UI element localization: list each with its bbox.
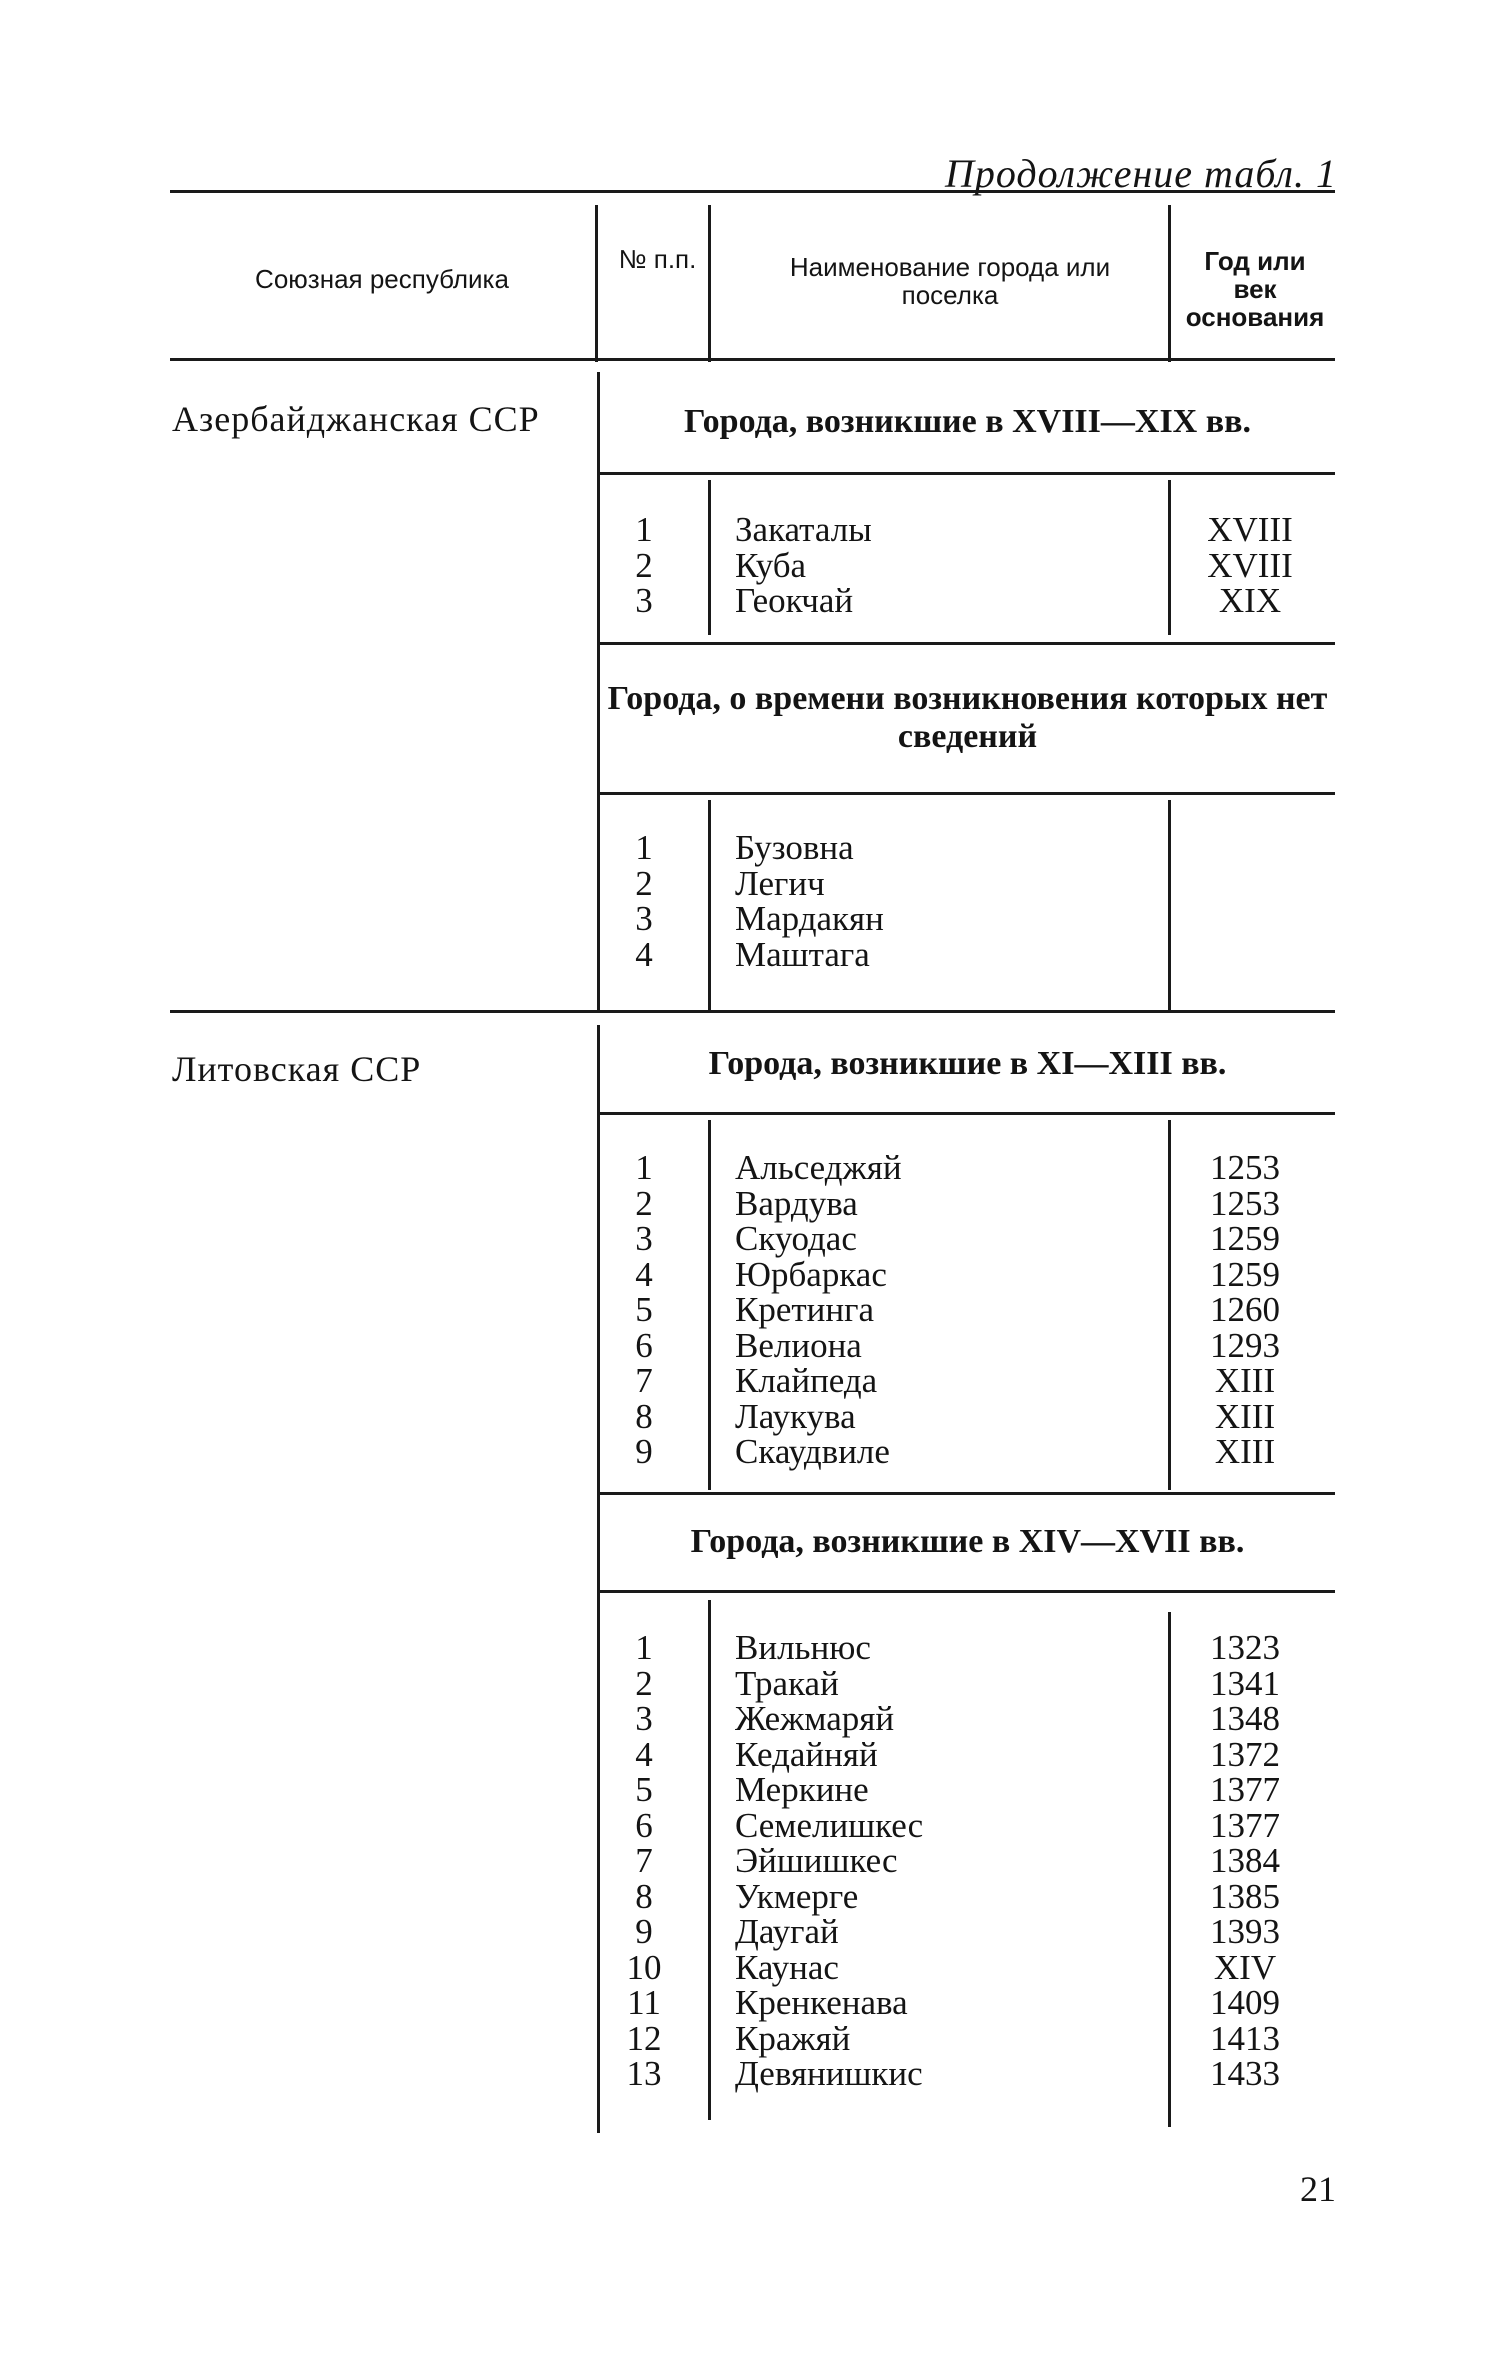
republic-lithuania: Литовская ССР: [172, 1049, 422, 1089]
city-name: Бузовна: [735, 828, 854, 867]
city-name: Семелишкес: [735, 1805, 924, 1845]
section-rule: [600, 792, 1335, 795]
founding-year: 1259: [1210, 1254, 1280, 1294]
row-number: 5: [635, 1290, 653, 1329]
section-rule: [600, 1492, 1335, 1495]
founding-year: 1413: [1210, 2018, 1280, 2058]
row-number: 9: [635, 1912, 653, 1951]
header-number: № п.п.: [618, 244, 697, 274]
founding-year: 1409: [1210, 1983, 1280, 2022]
row-number: 1: [635, 828, 653, 867]
city-name: Меркине: [735, 1770, 869, 1809]
section-rule: [600, 472, 1335, 475]
row-number: 3: [635, 1699, 653, 1738]
city-name: Укмерге: [735, 1876, 859, 1916]
city-name: Девянишкис: [735, 2054, 923, 2093]
row-number: 1: [635, 510, 653, 549]
header-divider-2: [708, 205, 711, 362]
republic-separator-rule: [170, 1010, 1335, 1013]
col-divider: [1168, 1612, 1171, 2127]
row-number: 4: [635, 1254, 653, 1294]
founding-year: 1293: [1210, 1325, 1280, 1365]
founding-year: XIV: [1213, 1947, 1277, 1987]
row-number: 5: [635, 1770, 653, 1809]
founding-year: 1393: [1210, 1912, 1280, 1951]
row-number: 1: [635, 1628, 653, 1667]
header-year: Год или век основания: [1185, 246, 1325, 332]
city-name: Вардува: [735, 1183, 858, 1223]
city-name: Альседжяй: [735, 1148, 902, 1187]
section-3-years: [1185, 1150, 1305, 1470]
row-number: 7: [635, 1361, 653, 1400]
city-name: Кражяй: [735, 2018, 851, 2058]
city-name: Скаудвиле: [735, 1432, 890, 1471]
city-name: Кретинга: [735, 1290, 875, 1329]
founding-year: 1341: [1210, 1663, 1280, 1703]
founding-year: XVIII: [1207, 545, 1293, 585]
founding-year: 1253: [1210, 1183, 1280, 1223]
row-number: 3: [635, 899, 653, 938]
city-name: Юрбаркас: [735, 1254, 887, 1294]
row-number: 10: [626, 1947, 662, 1987]
section-title: Города, о времени возникновения которых нет сведений: [607, 680, 1328, 755]
section-rule: [600, 1590, 1335, 1593]
col-divider: [708, 1120, 711, 1490]
city-name: Кренкенава: [735, 1983, 908, 2022]
col-divider: [708, 800, 711, 1010]
city-name: Вильнюс: [735, 1628, 871, 1667]
founding-year: XIII: [1214, 1361, 1276, 1400]
header-top-rule: [170, 190, 1335, 193]
city-name: Мардакян: [735, 899, 884, 938]
header-divider-1: [595, 205, 598, 362]
col-divider: [708, 480, 711, 635]
section-1-numbers: [610, 512, 678, 619]
founding-year: 1253: [1210, 1148, 1280, 1187]
row-number: 13: [626, 2054, 662, 2093]
section-rule: [600, 1112, 1335, 1115]
city-name: Клайпеда: [735, 1361, 878, 1400]
section-4-years: [1185, 1630, 1305, 2092]
row-number: 4: [635, 934, 653, 974]
republic-azerbaijan: Азербайджанская ССР: [172, 399, 540, 439]
row-number: 1: [635, 1148, 653, 1187]
city-name: Маштага: [735, 934, 870, 974]
founding-year: 1372: [1210, 1734, 1280, 1774]
founding-year: XIII: [1214, 1396, 1276, 1436]
city-name: Эйшишкес: [735, 1841, 898, 1880]
header-divider-3: [1168, 205, 1171, 362]
row-number: 3: [635, 1219, 653, 1258]
city-name: Тракай: [735, 1663, 839, 1703]
section-4-names: [735, 1630, 923, 2092]
city-name: Лаукува: [735, 1396, 856, 1436]
section-rule: [600, 642, 1335, 645]
row-number: 8: [635, 1396, 653, 1436]
city-name: Даугай: [735, 1912, 839, 1951]
founding-year: 1385: [1210, 1876, 1280, 1916]
header-republic: Союзная республика: [255, 264, 509, 294]
city-name: Велиона: [735, 1325, 862, 1365]
row-number: 2: [635, 545, 653, 585]
row-number: 7: [635, 1841, 653, 1880]
row-number: 2: [635, 863, 653, 903]
section-4-numbers: [610, 1630, 678, 2092]
page-number: 21: [1300, 2169, 1336, 2209]
founding-year: 1384: [1210, 1841, 1280, 1880]
col-divider: [708, 1600, 711, 2120]
founding-year: XIII: [1214, 1432, 1276, 1471]
row-number: 3: [635, 581, 653, 620]
header-city-name: Наименование города или поселка: [789, 252, 1111, 310]
row-number: 8: [635, 1876, 653, 1916]
founding-year: 1259: [1210, 1219, 1280, 1258]
city-name: Геокчай: [735, 581, 854, 620]
table-continuation-caption: Продолжение табл. 1: [944, 151, 1337, 196]
section-title: Города, возникшие в XI—XIII вв.: [708, 1045, 1227, 1082]
city-name: Легич: [735, 863, 825, 903]
founding-year: 1377: [1210, 1805, 1280, 1845]
founding-year: 1260: [1210, 1290, 1280, 1329]
section-3-names: [735, 1150, 902, 1470]
founding-year: 1377: [1210, 1770, 1280, 1809]
section-3-numbers: [610, 1150, 678, 1470]
row-number: 9: [635, 1432, 653, 1471]
city-name: Каунас: [735, 1947, 839, 1987]
header-bottom-rule: [170, 358, 1335, 361]
city-name: Кедайняй: [735, 1734, 878, 1774]
lithuania-left-rule: [597, 1025, 600, 2133]
founding-year: 1348: [1210, 1699, 1280, 1738]
col-divider: [1168, 800, 1171, 1010]
section-1-years: [1190, 512, 1310, 619]
row-number: 2: [635, 1183, 653, 1223]
section-2-numbers: [610, 830, 678, 972]
row-number: 11: [627, 1983, 661, 2022]
section-title: Города, возникшие в XIV—XVII вв.: [690, 1523, 1245, 1560]
section-1-names: [735, 512, 872, 619]
row-number: 12: [626, 2018, 662, 2058]
row-number: 4: [635, 1734, 653, 1774]
section-2-names: [735, 830, 884, 972]
founding-year: 1433: [1210, 2054, 1280, 2093]
city-name: Куба: [735, 545, 807, 585]
row-number: 2: [635, 1663, 653, 1703]
row-number: 6: [635, 1805, 653, 1845]
row-number: 6: [635, 1325, 653, 1365]
col-divider: [1168, 480, 1171, 635]
founding-year: XIX: [1218, 581, 1282, 620]
city-name: Закаталы: [735, 510, 872, 549]
section-title: Города, возникшие в XVIII—XIX вв.: [684, 403, 1251, 440]
city-name: Скуодас: [735, 1219, 857, 1258]
city-name: Жежмаряй: [735, 1699, 895, 1738]
col-divider: [1168, 1120, 1171, 1490]
founding-year: XVIII: [1207, 510, 1293, 549]
founding-year: 1323: [1210, 1628, 1280, 1667]
